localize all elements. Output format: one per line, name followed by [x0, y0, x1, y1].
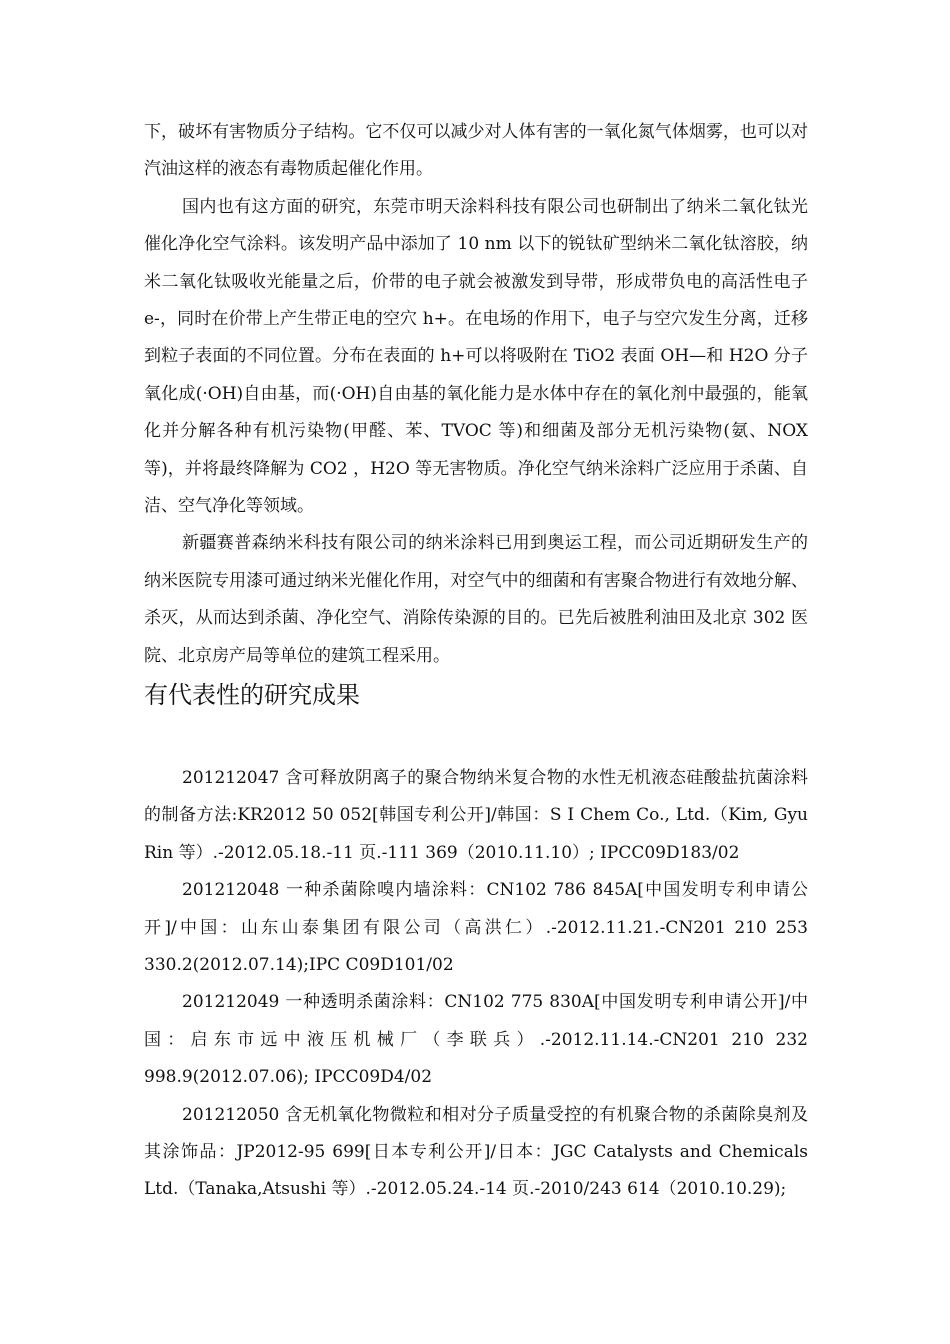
- paragraph-dongguan-research: 国内也有这方面的研究，东莞市明天涂料科技有限公司也研制出了纳米二氧化钛光催化净化空气涂料。该发明产品中添加了 10 nm 以下的锐钛矿型纳米二氧化钛溶胶，纳米二氧化钛吸收光能量之后，价带的电子就会被激发到导带，形成带负电的高活性电子 e-，同时在价带上产生带正电的空穴 h+。在电场的作用下，电子与空穴发生分离，迁移到粒子表面的不同位置。分布在表面的 h+可以将吸附在 TiO2 表面 OH—和 H2O 分子氧化成(·OH)自由基，而(·OH)自由基的氧化能力是水体中存在的氧化剂中最强的，能氧化并分解各种有机污染物(甲醛、苯、TVOC 等)和细菌及部分无机污染物(氨、NOX 等)，并将最终降解为 CO2 ，H2O 等无害物质。净化空气纳米涂料广泛应用于杀菌、自洁、空气净化等领域。: [144, 196, 808, 517]
- section-heading: 有代表性的研究成果: [144, 681, 360, 710]
- reference-item-201212047: 201212047 含可释放阴离子的聚合物纳米复合物的水性无机液态硅酸盐抗菌涂料的制备方法:KR2012 50 052[韩国专利公开]/韩国：S I Chem Co., Ltd.（Kim, Gyu Rin 等）.-2012.05.18.-11 页.-111 369（2010.11.10）; IPCC09D183/02: [144, 768, 808, 863]
- paragraph-continuation: 下，破坏有害物质分子结构。它不仅可以减少对人体有害的一氧化氮气体烟雾，也可以对汽油这样的液态有毒物质起催化作用。: [144, 122, 808, 180]
- reference-item-201212050: 201212050 含无机氧化物微粒和相对分子质量受控的有机聚合物的杀菌除臭剂及其涂饰品：JP2012-95 699[日本专利公开]/日本：JGC Catalysts and Chemicals Ltd.（Tanaka,Atsushi 等）.-2012.05.24.-14 页.-2010/243 614（2010.10.29);: [144, 1104, 808, 1200]
- body-text: [144, 114, 808, 715]
- paragraph-xinjiang-research: 新疆赛普森纳米科技有限公司的纳米涂料已用到奥运工程，而公司近期研发生产的纳米医院专用漆可通过纳米光催化作用，对空气中的细菌和有害聚合物进行有效地分解、杀灭，从而达到杀菌、净化空气、消除传染源的目的。已先后被胜利油田及北京 302 医院、北京房产局等单位的建筑工程采用。: [144, 533, 808, 666]
- reference-item-201212048: 201212048 一种杀菌除嗅内墙涂料：CN102 786 845A[中国发明专利申请公开]/中国：山东山泰集团有限公司（高洪仁）.-2012.11.21.-CN201 210 253 330.2(2012.07.14);IPC C09D101/02: [144, 880, 808, 976]
- reference-item-201212049: 201212049 一种透明杀菌涂料：CN102 775 830A[中国发明专利申请公开]/中国：启东市远中液压机械厂（李联兵）.-2012.11.14.-CN201 210 232 998.9(2012.07.06); IPCC09D4/02: [144, 992, 808, 1088]
- reference-list: [144, 760, 808, 1209]
